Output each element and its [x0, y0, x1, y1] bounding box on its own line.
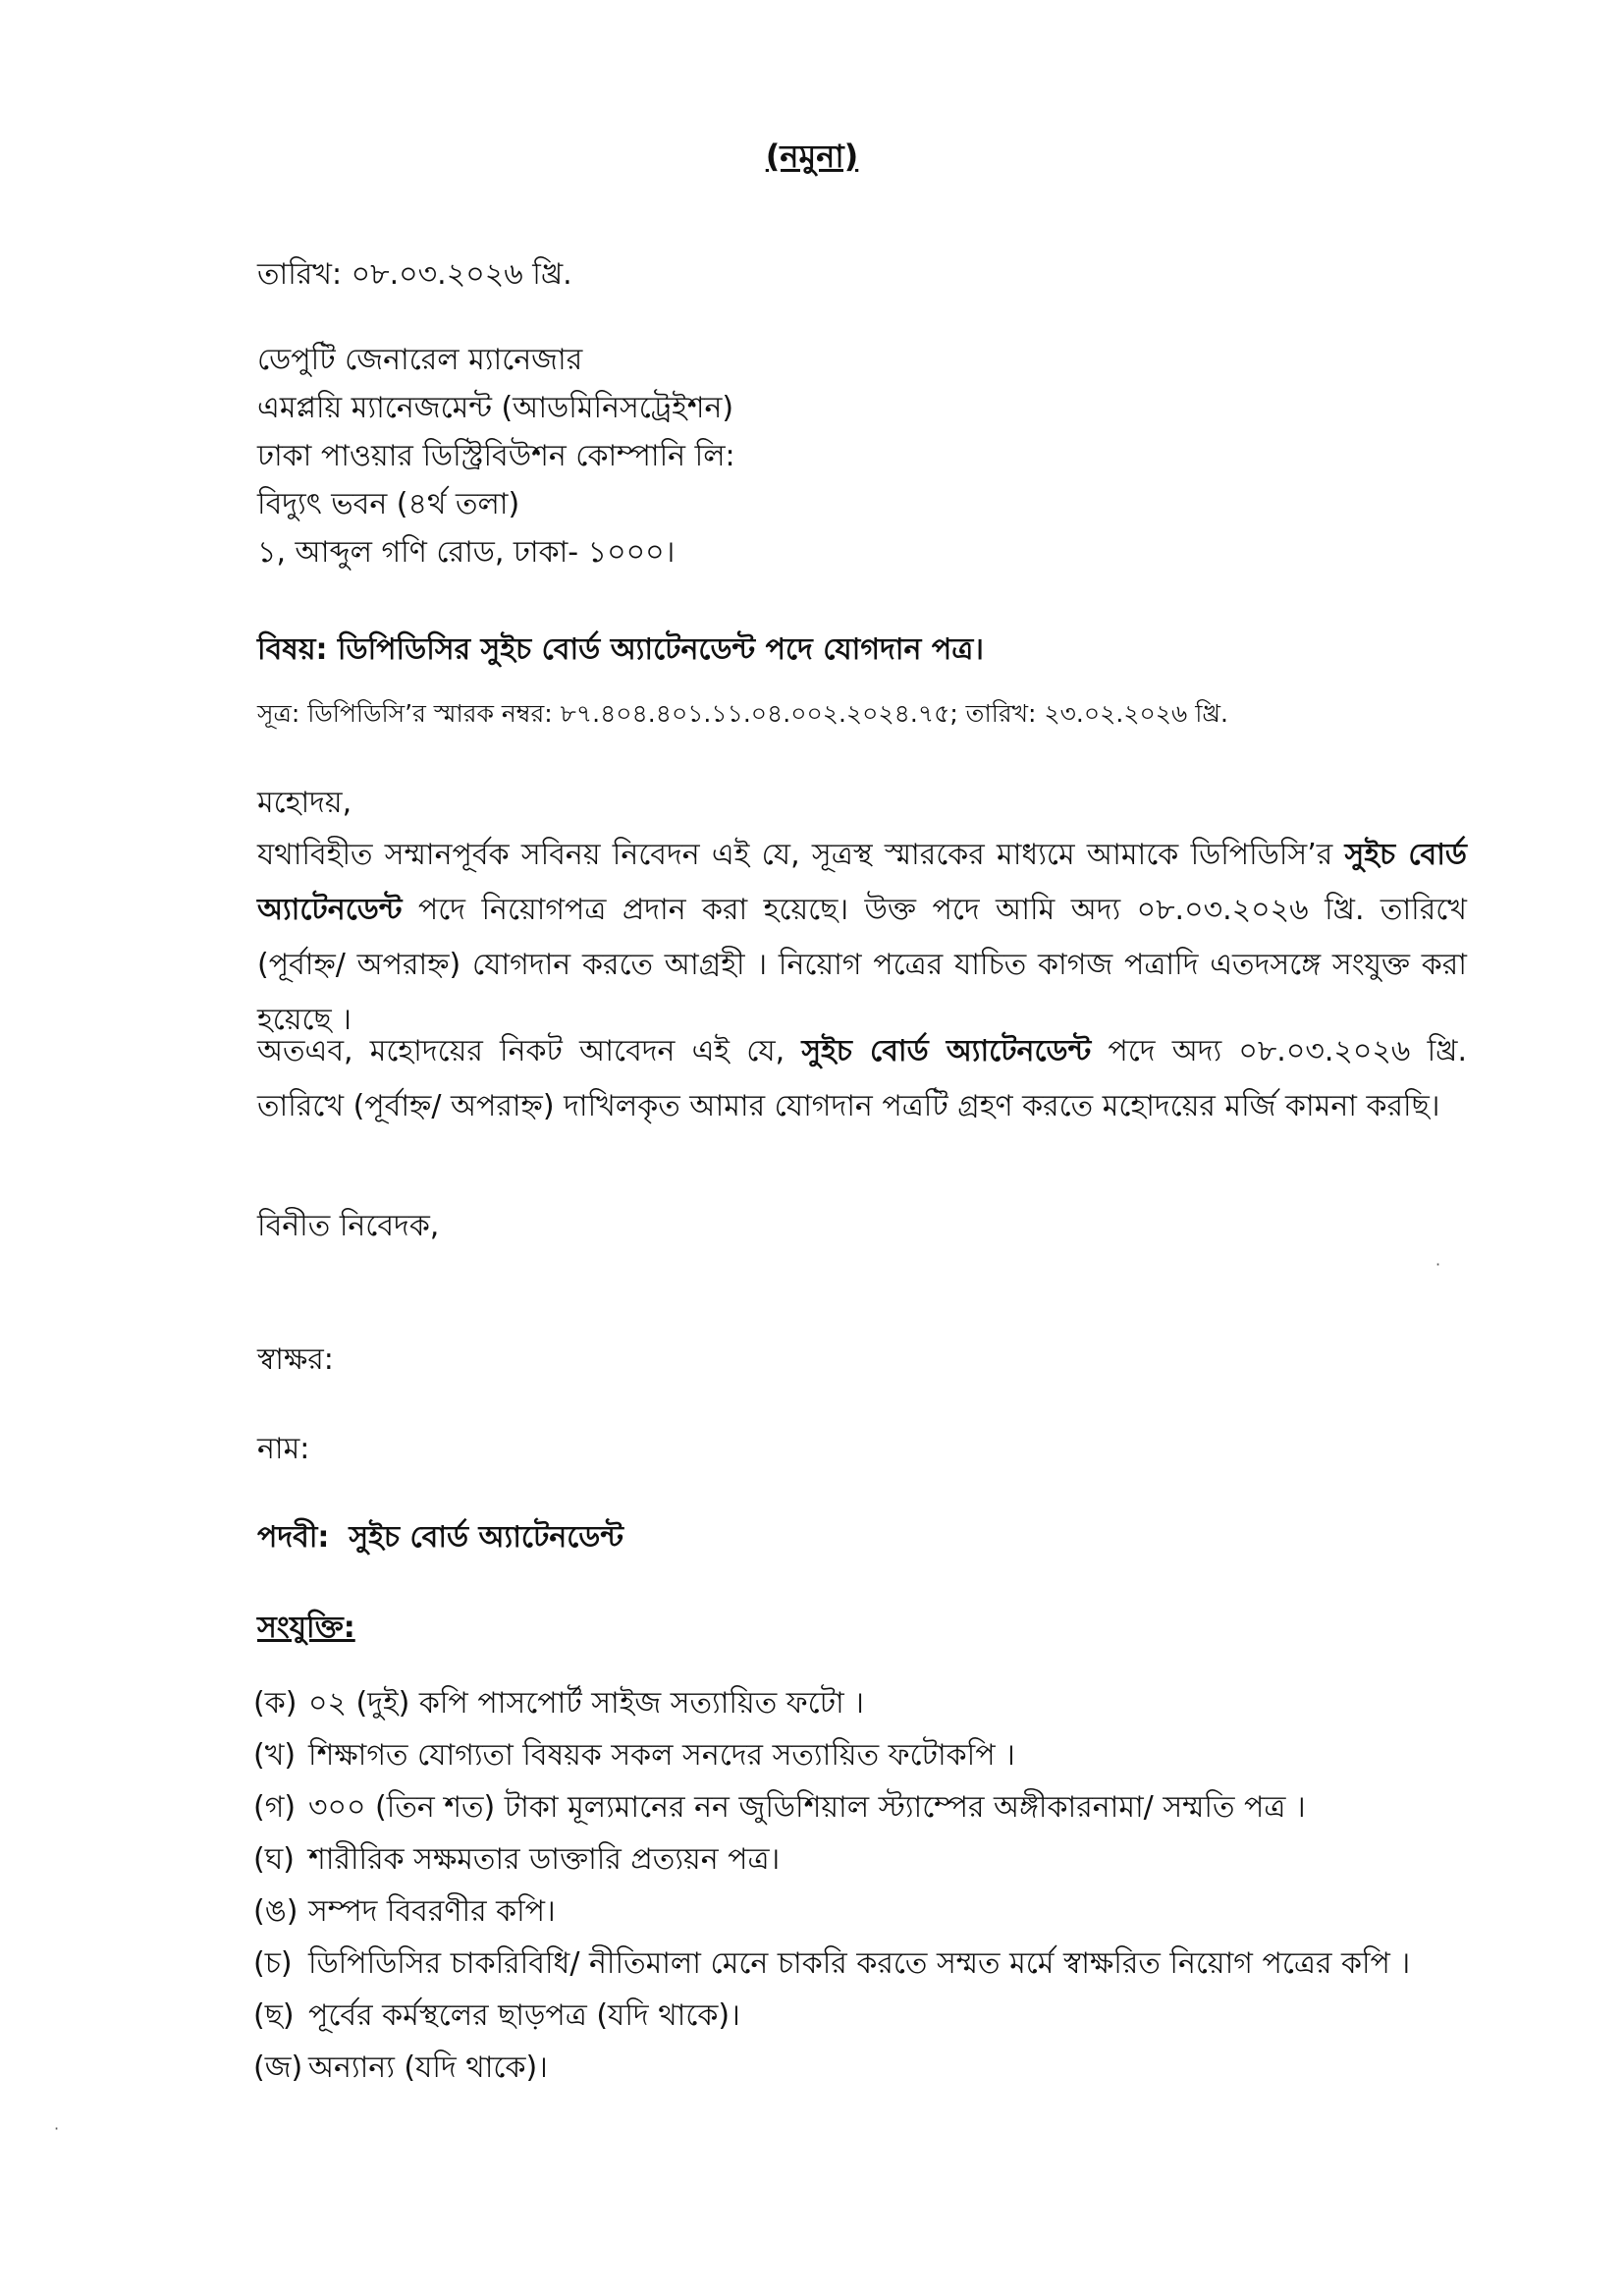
- attachment-text: শিক্ষাগত যোগ্যতা বিষয়ক সকল সনদের সত্যায়িত ফটোকপি ।: [308, 1738, 1015, 1773]
- attachment-text: সম্পদ বিবরণীর কপি।: [308, 1894, 556, 1929]
- attachment-item: [253, 2042, 1490, 2094]
- recipient-line: ঢাকা পাওয়ার ডিস্ট্রিবিউশন কোম্পানি লি:: [257, 439, 735, 473]
- attachment-text: ডিপিডিসির চাকরিবিধি/ নীতিমালা মেনে চাকরি করতে সম্মত মর্মে স্বাক্ষরিত নিয়োগ পত্রের কপি ।: [308, 1946, 1411, 1981]
- recipient-line: বিদ্যুৎ ভবন (৪র্থ তলা): [257, 487, 520, 521]
- attachment-marker: (ঙ): [253, 1894, 298, 1929]
- subject-line: বিষয়: ডিপিডিসির সুইচ বোর্ড অ্যাটেনডেন্ট পদে যোগদান পত্র।: [257, 632, 984, 667]
- paragraph-text: যথাবিহীত সম্মানপূর্বক সবিনয় নিবেদন এই যে, সূত্রস্থ স্মারকের মাধ্যমে আমাকে ডিপিডিসি’র: [257, 838, 1345, 872]
- attachment-item: [253, 1990, 1490, 2042]
- attachment-text: পূর্বের কর্মস্থলের ছাড়পত্র (যদি থাকে)।: [308, 1998, 740, 2033]
- attachment-text: অন্যান্য (যদি থাকে)।: [308, 2050, 548, 2085]
- reference-line: সূত্র: ডিপিডিসি’র স্মারক নম্বর: ৮৭.৪০৪.৪০১.১১.০৪.০০২.২০২৪.৭৫; তারিখ: ২৩.০২.২০২৬ খ্রি.: [257, 699, 1228, 728]
- salutation: মহোদয়,: [257, 786, 352, 820]
- body-paragraph-2: [257, 1024, 1467, 1134]
- attachment-marker: (খ): [253, 1738, 297, 1773]
- recipient-line: ১, আব্দুল গণি রোড, ঢাকা- ১০০০।: [257, 535, 676, 570]
- attachments-heading: সংযুক্তি:: [257, 1611, 355, 1645]
- document-heading: (নমুনা): [765, 137, 859, 175]
- attachment-item: [253, 1729, 1490, 1781]
- name-label: নাম:: [257, 1432, 310, 1466]
- scan-speck: ·: [54, 2119, 60, 2138]
- attachment-item: [253, 1833, 1490, 1886]
- attachment-item: [253, 1938, 1490, 1990]
- attachment-marker: (ঘ): [253, 1842, 295, 1877]
- attachment-item: [253, 1781, 1490, 1833]
- designation-label: পদবী:: [257, 1520, 330, 1555]
- designation-value: সুইচ বোর্ড অ্যাটেনডেন্ট: [349, 1520, 623, 1555]
- attachment-item: [253, 1677, 1490, 1729]
- attachment-item: [253, 1886, 1490, 1938]
- date-line: তারিখ: ০৮.০৩.২০২৬ খ্রি.: [257, 257, 572, 292]
- attachment-text: ০২ (দুই) কপি পাসপোর্ট সাইজ সত্যায়িত ফটো ।: [308, 1686, 865, 1721]
- scan-speck: ·: [1435, 1255, 1441, 1274]
- designation-emphasis: সুইচ বোর্ড অ্যাটেনডেন্ট: [801, 1034, 1092, 1068]
- attachment-marker: (ক): [253, 1686, 298, 1721]
- signature-label: স্বাক্ষর:: [257, 1342, 334, 1377]
- attachment-marker: (ছ): [253, 1998, 295, 2033]
- attachment-marker: (জ): [253, 2050, 303, 2085]
- attachments-list: [253, 1677, 1490, 2094]
- designation-line: [257, 1520, 623, 1556]
- body-paragraph-1: [257, 828, 1467, 1048]
- attachment-text: ৩০০ (তিন শত) টাকা মূল্যমানের নন জুডিশিয়াল স্ট্যাম্পের অঙ্গীকারনামা/ সম্মতি পত্র ।: [308, 1790, 1306, 1825]
- attachment-text: শারীরিক সক্ষমতার ডাক্তারি প্রত্যয়ন পত্র।: [308, 1842, 781, 1877]
- closing-line: বিনীত নিবেদক,: [257, 1209, 440, 1243]
- paragraph-text: পদে অদ্য ০৮.০৩.২০২৬ খ্রি. তারিখে (পূর্বাহ্ন/ অপরাহ্ন) দাখিলকৃত আমার যোগদান পত্রটি গ্রহণ করতে মহোদয়ের মর্জি কামনা করছি।: [257, 1034, 1468, 1123]
- paragraph-text: পদে নিয়োগপত্র প্রদান করা হয়েছে। উক্ত পদে আমি অদ্য ০৮.০৩.২০২৬ খ্রি. তারিখে (পূর্বাহ্ন/ অপরাহ্ন) যোগদান করতে আগ্রহী । নিয়োগ পত্রের যাচিত কাগজ পত্রাদি এতদসঙ্গে সংযুক্ত করা হয়েছে ।: [257, 893, 1467, 1037]
- designation-emphasis: সুইচ বোর্ড অ্যাটেনডেন্ট: [257, 838, 1467, 927]
- recipient-line: এমপ্লয়ি ম্যানেজমেন্ট (আডমিনিসট্রেইশন): [257, 391, 734, 425]
- attachment-marker: (চ): [253, 1946, 293, 1981]
- attachment-marker: (গ): [253, 1790, 297, 1825]
- recipient-line: ডেপুটি জেনারেল ম্যানেজার: [257, 343, 583, 377]
- paragraph-text: অতএব, মহোদয়ের নিকট আবেদন এই যে,: [257, 1034, 802, 1068]
